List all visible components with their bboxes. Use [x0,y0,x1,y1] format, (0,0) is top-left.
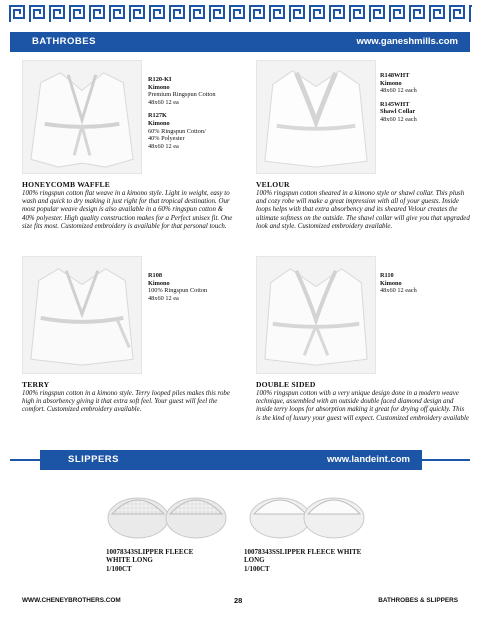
product-style: Kimono [148,279,170,287]
bathrobes-header-band [10,32,470,52]
product-style: Kimono [380,279,402,287]
product-detail: 48x60 12 each [380,115,417,123]
waffle-robe-photo [22,60,142,174]
velour-spec [380,72,474,124]
product-detail: 48x60 12 each [380,287,417,295]
product-style: Shawl Collar [380,108,416,116]
product-title: TERRY [22,380,50,389]
product-style: Kimono [148,119,170,127]
product-detail: 60% Ringspun Cotton/ [148,127,206,135]
product-description: 100% ringspun cotton in a kimono style. Terry looped piles makes this robe high in absorbency giving it that extra soft feel. Your guest will feel the comfort. Customized embroidery available. [22,390,230,414]
product-detail: 48x60 12 each [380,87,417,95]
footer-section: BATHROBES & SLIPPERS [378,597,458,604]
product-title: DOUBLE SIDED [256,380,316,389]
velour-robe-photo [256,60,376,174]
product-code: R110 [380,272,394,279]
product-detail: 48x60 12 ea [148,98,179,106]
double-sided-spec [380,272,474,295]
product-code: R120-KI [148,76,172,83]
product-code: R145WHT [380,100,410,108]
footer-website[interactable]: WWW.CHENEYBROTHERS.COM [22,597,121,604]
product-title: VELOUR [256,180,290,189]
section-title: BATHROBES [32,36,96,47]
website-link[interactable]: www.landeint.com [326,454,410,465]
product-detail: Premium Ringspun Cotton [148,91,216,99]
product-code: R127K [148,112,167,120]
product-detail: 48x60 12 ea [148,294,179,302]
slipper-fleece-label [244,548,361,573]
product-description: 100% ringspun cotton with a very unique design done in a modern weave technique, assembled with an outside double faced diamond design and inside terry loops for absorption making it great for drying off quickly. This is the kind of luxury your guest will expect. Customized embroidery available [256,390,469,422]
product-description: 100% ringspun cotton sheared in a kimono style or shawl collar. This plush and cozy robe will make a great impression with all of your guests. Inside loops helps with that extra absorbency and its sheared Velour creates the ultimate softness on the outside. The shawl collar will give you that upgraded look and style. Customized embroidery available. [256,190,470,230]
terry-description [22,380,236,415]
product-code: R108 [148,272,162,279]
product-style: Kimono [148,83,170,91]
greek-key-border [8,4,472,24]
slipper-label-line: 1/100CT [244,564,270,573]
terry-spec [148,272,248,302]
website-link[interactable]: www.ganeshmills.com [356,36,458,47]
product-detail: 40% Polyester [148,135,185,143]
terry-robe-photo [22,256,142,374]
product-detail: 100% Ringspun Cotton [148,287,208,295]
double-sided-description [256,380,470,423]
velour-description [256,180,470,231]
slipper-waffle-photo [102,478,230,542]
page-number: 28 [234,596,243,605]
slipper-label-line: LONG [244,556,265,565]
product-style: Kimono [380,79,402,87]
section-title: SLIPPERS [68,454,119,465]
product-detail: 48x60 12 ea [148,142,179,150]
slipper-label-line: 10078343SSLIPPER FLEECE WHITE [244,548,362,556]
slippers-header-band [40,450,422,470]
product-code: R148WHT [380,72,410,79]
slipper-label-line: 1/100CT [106,564,132,573]
product-title: HONEYCOMB WAFFLE [22,180,111,189]
waffle-description [22,180,236,231]
waffle-spec [148,76,248,150]
product-description: 100% ringspun cotton flat weave in a kimono style. Light in weight, easy to wash and quick to dry making it just right for that tropical destination. Our most popular weave design is also available in a 60% ringspun cotton & 40% polyester. High quality construction makes for a Perfect unisex fit. One size fits most. Customized embroidery is available for that personal touch. [22,190,233,230]
slipper-waffle-label [106,548,193,573]
slipper-fleece-photo [244,478,368,542]
slipper-label-line: 10078343SLIPPER FLEECE [106,548,194,556]
slipper-label-line: WHITE LONG [106,556,153,565]
double-sided-robe-photo [256,256,376,374]
